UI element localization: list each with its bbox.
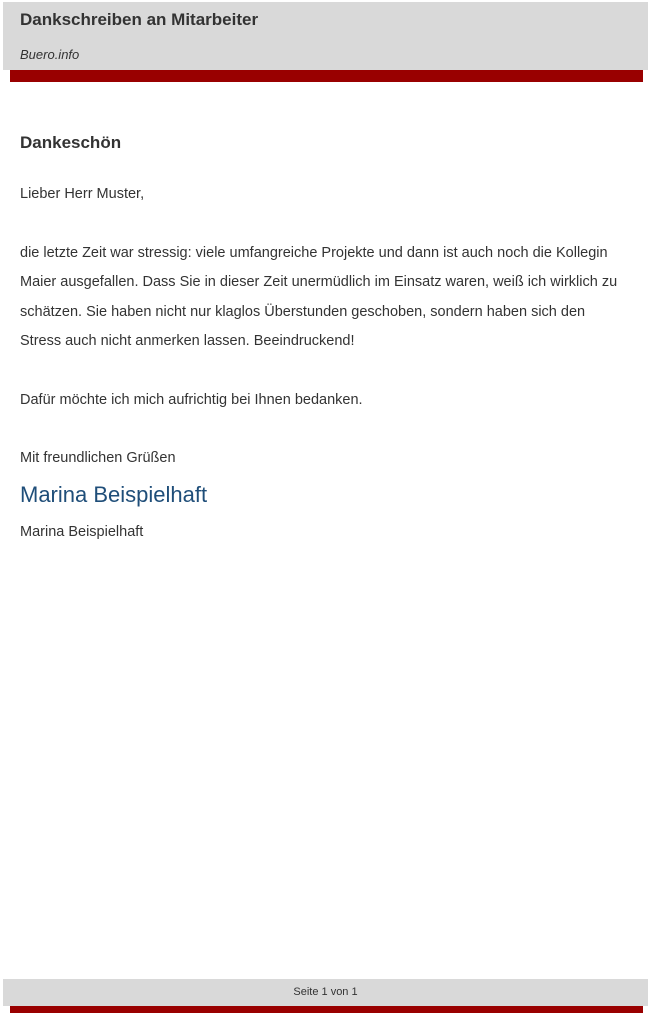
letter-heading: Dankeschön — [20, 133, 122, 152]
page-header — [3, 2, 648, 70]
paragraph-main: die letzte Zeit war stressig: viele umfangreiche Projekte und dann ist auch noch die Kollegin Maier ausgefallen. Dass Sie in dieser Zeit unermüdlich im Einsatz waren, weiß ich wirklich zu schätzen. Sie haben nicht nur klaglos Überstunden geschoben, sondern haben sich den Stress auch nicht anmerken lassen. Beeindruckend! — [20, 244, 618, 349]
signer-name: Marina Beispielhaft — [20, 523, 144, 540]
signature: Marina Beispielhaft — [20, 481, 208, 507]
closing-phrase: Mit freundlichen Grüßen — [20, 450, 176, 466]
page-number: Seite 1 von 1 — [293, 986, 358, 998]
page-footer — [3, 979, 648, 1006]
source-label: Buero.info — [20, 47, 80, 62]
paragraph-thanks: Dafür möchte ich mich aufrichtig bei Ihnen bedanken. — [20, 391, 363, 408]
footer-accent-bar — [10, 1006, 643, 1013]
document-title: Dankschreiben an Mitarbeiter — [20, 10, 259, 29]
salutation: Lieber Herr Muster, — [20, 186, 145, 202]
letter-body — [20, 130, 630, 547]
header-accent-bar — [10, 70, 643, 82]
